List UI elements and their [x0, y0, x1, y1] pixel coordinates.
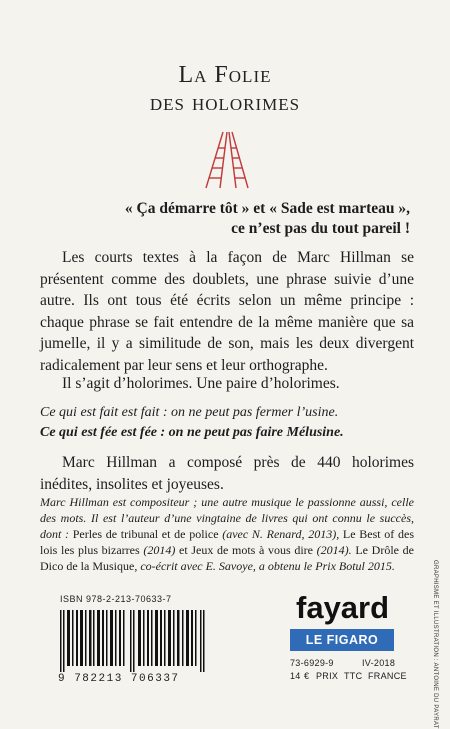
description-paragraph-3: Marc Hillman a composé près de 440 holorimes inédites, insolites et joyeuses. — [40, 454, 414, 493]
example-holorime-line1: Ce qui est fait est fait : on ne peut pas fermer l’usine. — [40, 405, 339, 420]
tagline-quote-line1: « Ça démarre tôt » et « Sade est marteau », — [124, 200, 410, 217]
tagline-quote-line2: ce n’est pas du tout pareil ! — [231, 220, 410, 237]
isbn-label: ISBN 978-2-213-70633-7 — [60, 594, 172, 604]
description-paragraph-2: Il s’agit d’holorimes. Une paire d’holorimes. — [62, 375, 340, 392]
price-line: 14 € PRIX TTC FRANCE — [290, 671, 407, 681]
book-title-line1: La Folie — [178, 62, 272, 88]
partner-logo: LE FIGARO — [290, 629, 394, 651]
barcode — [60, 610, 210, 672]
publisher-code-line: 73-6929-9 IV-2018 — [290, 658, 396, 668]
ladder-icon — [196, 130, 256, 190]
author-bio: Marc Hillman est compositeur ; une autre musique le passionne aussi, celle des mots. Il est l’auteur d’une vingtaine de livres qui ont connu le succès, dont : Perles de tribunal et de police (avec N. Renard, 2013), Le Best of des lois les plus bizarres (2014) et Jeux de mots à vous dire (2014). Le Drôle de Dico de la Musique, co-écrit avec E. Savoye, a obtenu le Prix Botul 2015. — [40, 495, 414, 573]
example-holorime-line2: Ce qui est fée est fée : on ne peut pas faire Mélusine. — [40, 425, 344, 440]
barcode-number: 9 782213 706337 — [58, 673, 180, 685]
publisher-logo: fayard — [296, 590, 390, 625]
design-credit: GRAPHISME ET ILLUSTRATION : ANTOINE DU PAYRAT — [432, 560, 438, 729]
book-title-line2: des holorimes — [149, 90, 301, 116]
description-paragraph-1: Les courts textes à la façon de Marc Hillman se présentent comme des doublets, une phrase suivie d’une autre. Ils ont tous été écrits selon un même principe : chaque phrase se fait entendre de la même manière que sa jumelle, il y a similitude de son, mais les deux divergent radicalement par leur sens et leur orthographe. — [40, 249, 414, 374]
